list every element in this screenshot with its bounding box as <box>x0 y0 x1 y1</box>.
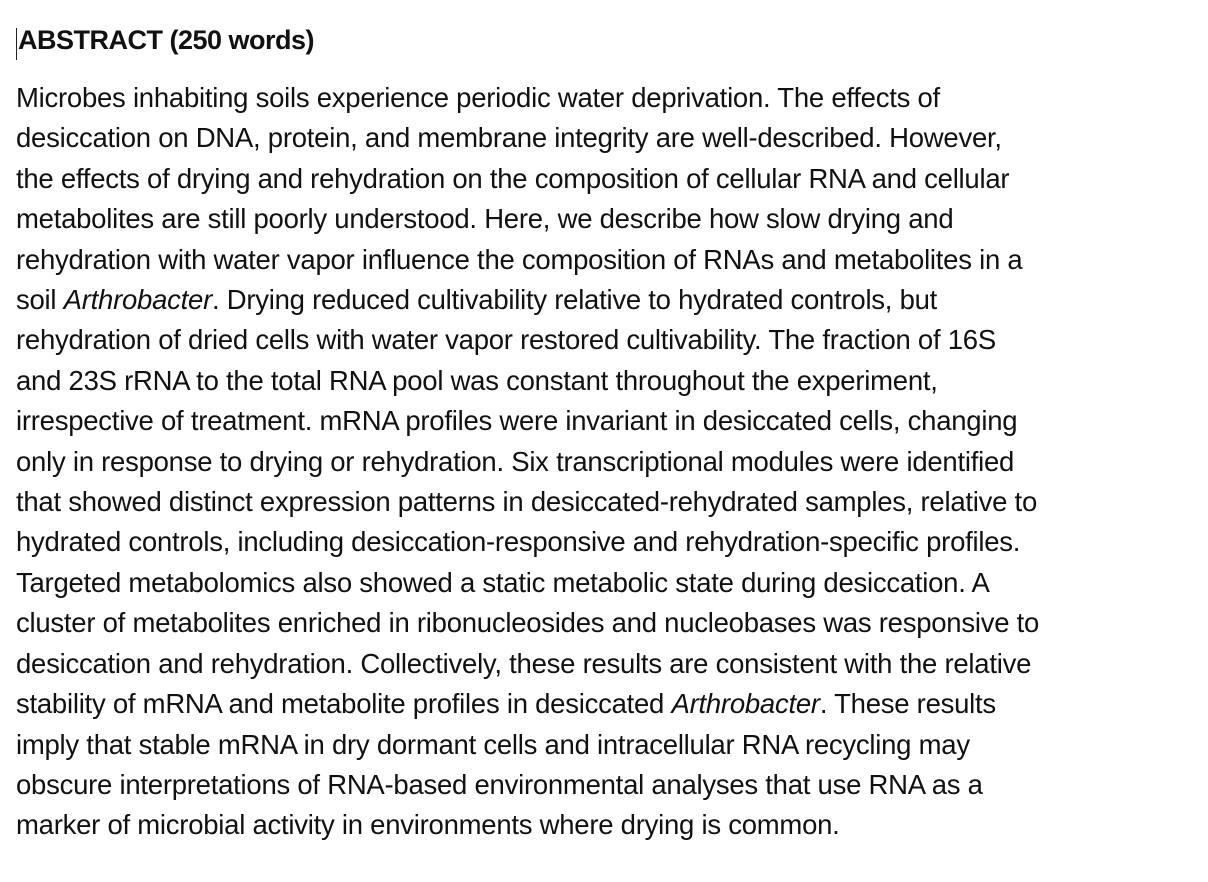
abstract-line: and 23S rRNA to the total RNA pool was constant throughout the experiment, <box>16 364 938 396</box>
abstract-line: stability of mRNA and metabolite profiles in desiccated Arthrobacter. These results <box>16 688 996 720</box>
abstract-line: soil Arthrobacter. Drying reduced cultivability relative to hydrated controls, but <box>16 284 938 316</box>
abstract-body[interactable] <box>16 78 1039 846</box>
heading-container <box>16 22 1166 62</box>
abstract-line: only in response to drying or rehydration. Six transcriptional modules were identified <box>16 445 1015 477</box>
abstract-heading: ABSTRACT (250 words) <box>18 25 315 55</box>
abstract-line: rehydration with water vapor influence the composition of RNAs and metabolites in a <box>16 243 1023 275</box>
abstract-line: imply that stable mRNA in dry dormant cells and intracellular RNA recycling may <box>16 728 970 760</box>
abstract-line: irrespective of treatment. mRNA profiles were invariant in desiccated cells, changing <box>16 405 1018 437</box>
abstract-line: the effects of drying and rehydration on the composition of cellular RNA and cellular <box>16 162 1010 194</box>
abstract-line: hydrated controls, including desiccation-responsive and rehydration-specific profiles. <box>16 526 1021 558</box>
abstract-line: marker of microbial activity in environments where drying is common. <box>16 809 840 841</box>
abstract-line: Microbes inhabiting soils experience periodic water deprivation. The effects of <box>16 82 940 113</box>
abstract-line: cluster of metabolites enriched in ribonucleosides and nucleobases was responsive to <box>16 607 1040 639</box>
abstract-line: desiccation and rehydration. Collectively, these results are consistent with the relative <box>16 647 1032 679</box>
italic-genus-name: Arthrobacter <box>63 284 212 316</box>
abstract-line: metabolites are still poorly understood. Here, we describe how slow drying and <box>16 203 954 235</box>
abstract-line: desiccation on DNA, protein, and membrane integrity are well-described. However, <box>16 122 1002 154</box>
italic-genus-name: Arthrobacter <box>671 688 820 720</box>
abstract-line: obscure interpretations of RNA-based environmental analyses that use RNA as a <box>16 768 983 800</box>
abstract-line: Targeted metabolomics also showed a static metabolic state during desiccation. A <box>16 566 990 598</box>
abstract-line: rehydration of dried cells with water vapor restored cultivability. The fraction of 16S <box>16 324 996 356</box>
abstract-line: that showed distinct expression patterns in desiccated-rehydrated samples, relative to <box>16 486 1037 518</box>
document-page[interactable] <box>16 22 1166 841</box>
text-cursor <box>16 28 17 60</box>
